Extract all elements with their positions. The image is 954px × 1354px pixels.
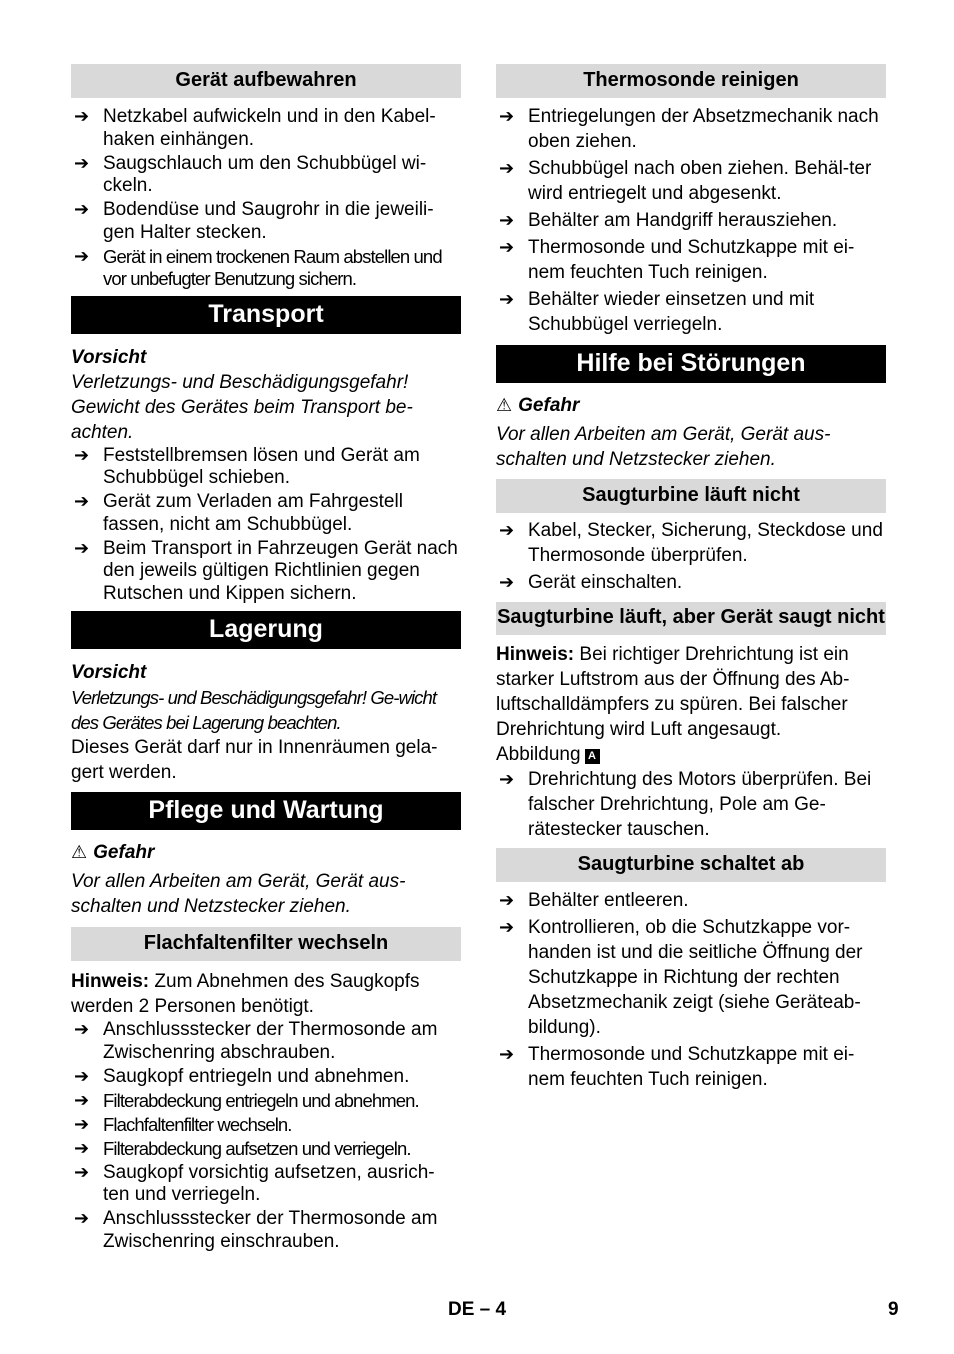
list-item: ➔ Thermosonde und Schutzkappe mit ei-nem feuchten Tuch reinigen. xyxy=(496,235,886,285)
list-item: ➔ Filterabdeckung entriegeln und abnehmen. xyxy=(71,1090,461,1113)
list-item: ➔ Gerät in einem trockenen Raum abstellen und vor unbefugter Benutzung sichern. xyxy=(71,246,461,291)
figure-ref-label: Abbildung xyxy=(496,744,581,765)
section-heading-flachfaltenfilter: Flachfaltenfilter wechseln xyxy=(71,927,461,961)
page-number: 9 xyxy=(888,1299,899,1320)
danger-line xyxy=(496,393,886,418)
list-item: ➔ Behälter entleeren. xyxy=(496,888,886,913)
note-text: Zum Abnehmen des Saugkopfs werden 2 Personen benötigt. xyxy=(71,971,420,1017)
note-paragraph xyxy=(71,969,461,1019)
caution-text: Verletzungs- und Beschädigungsgefahr! Gewicht des Gerätes beim Transport be-achten. xyxy=(71,371,413,443)
danger-label: Gefahr xyxy=(518,395,580,416)
right-column xyxy=(496,64,886,1094)
note-text: Bei richtiger Drehrichtung ist ein starker Luftstrom aus der Öffnung des Ab-luftschalldämpfers zu spüren. Bei falscher Drehrichtung wird Luft angesaugt. xyxy=(496,644,850,740)
list-item: ➔ Thermosonde und Schutzkappe mit ei-nem feuchten Tuch reinigen. xyxy=(496,1042,886,1092)
body-text: Dieses Gerät darf nur in Innenräumen gela-gert werden. xyxy=(71,737,438,783)
footer-language-page: DE – 4 xyxy=(448,1299,507,1320)
list-item: ➔ Saugkopf entriegeln und abnehmen. xyxy=(71,1066,461,1089)
list-item: ➔ Kabel, Stecker, Sicherung, Steckdose und Thermosonde überprüfen. xyxy=(496,518,886,568)
list-transport xyxy=(71,445,461,606)
list-item: ➔ Flachfaltenfilter wechseln. xyxy=(71,1114,461,1137)
danger-label: Gefahr xyxy=(93,842,155,863)
warning-triangle-icon: ⚠ xyxy=(71,842,88,863)
list-item: ➔ Gerät einschalten. xyxy=(496,570,886,595)
note-label: Hinweis: xyxy=(496,644,575,665)
section-heading-pflege-und-wartung: Pflege und Wartung xyxy=(71,792,461,830)
list-item: ➔ Anschlussstecker der Thermosonde am Zwischenring einschrauben. xyxy=(71,1208,461,1253)
list-item: ➔ Schubbügel nach oben ziehen. Behäl-ter wird entriegelt und abgesenkt. xyxy=(496,156,886,206)
caution-label: Vorsicht xyxy=(71,346,147,368)
section-heading-saugturbine-saugt-nicht: Saugturbine läuft, aber Gerät saugt nicht xyxy=(496,602,886,635)
list-saugturbine-schaltet-ab xyxy=(496,888,886,1092)
figure-reference xyxy=(496,742,886,767)
list-item: ➔ Bodendüse und Saugrohr in die jeweili-gen Halter stecken. xyxy=(71,199,461,244)
danger-text: Vor allen Arbeiten am Gerät, Gerät aus-schalten und Netzstecker ziehen. xyxy=(496,424,831,470)
section-heading-thermosonde-reinigen: Thermosonde reinigen xyxy=(496,64,886,98)
section-heading-transport: Transport xyxy=(71,296,461,334)
list-item: ➔ Behälter wieder einsetzen und mit Schubbügel verriegeln. xyxy=(496,287,886,337)
list-item: ➔ Beim Transport in Fahrzeugen Gerät nach den jeweils gültigen Richtlinien gegen Rutschen und Kippen sichern. xyxy=(71,538,461,606)
list-item: ➔ Feststellbremsen lösen und Gerät am Schubbügel schieben. xyxy=(71,445,461,490)
caution-label: Vorsicht xyxy=(71,662,147,683)
left-column xyxy=(71,64,461,1255)
list-geraet-aufbewahren xyxy=(71,106,461,291)
list-saugturbine-saugt-nicht xyxy=(496,767,886,842)
section-heading-geraet-aufbewahren: Gerät aufbewahren xyxy=(71,64,461,98)
list-item: ➔ Netzkabel aufwickeln und in den Kabel-haken einhängen. xyxy=(71,106,461,151)
list-thermosonde-reinigen xyxy=(496,104,886,337)
section-heading-hilfe-bei-stoerungen: Hilfe bei Störungen xyxy=(496,345,886,383)
note-paragraph xyxy=(496,642,886,742)
section-heading-lagerung: Lagerung xyxy=(71,611,461,649)
list-item: ➔ Saugschlauch um den Schubbügel wi-ckeln. xyxy=(71,153,461,198)
section-heading-saugturbine-schaltet-ab: Saugturbine schaltet ab xyxy=(496,848,886,882)
list-saugturbine-laeuft-nicht xyxy=(496,518,886,595)
list-flachfaltenfilter xyxy=(71,1019,461,1253)
list-item: ➔ Entriegelungen der Absetzmechanik nach oben ziehen. xyxy=(496,104,886,154)
list-item: ➔ Filterabdeckung aufsetzen und verriegeln. xyxy=(71,1138,461,1161)
figure-letter-badge: A xyxy=(585,749,600,764)
section-heading-saugturbine-laeuft-nicht: Saugturbine läuft nicht xyxy=(496,479,886,513)
list-item: ➔ Gerät zum Verladen am Fahrgestell fassen, nicht am Schubbügel. xyxy=(71,491,461,536)
list-item: ➔ Drehrichtung des Motors überprüfen. Bei falscher Drehrichtung, Pole am Ge-rätestecker tauschen. xyxy=(496,767,886,842)
list-item: ➔ Behälter am Handgriff herausziehen. xyxy=(496,208,886,233)
list-item: ➔ Kontrollieren, ob die Schutzkappe vor-handen ist und die seitliche Öffnung der Schutzkappe in Richtung der rechten Absetzmechanik zeigt (siehe Geräteab-bildung). xyxy=(496,915,886,1040)
danger-text: Vor allen Arbeiten am Gerät, Gerät aus-schalten und Netzstecker ziehen. xyxy=(71,871,406,917)
caution-text: Verletzungs- und Beschädigungsgefahr! Ge-wicht des Gerätes bei Lagerung beachten. xyxy=(71,687,437,733)
note-label: Hinweis: xyxy=(71,971,150,992)
list-item: ➔ Saugkopf vorsichtig aufsetzen, ausrich-ten und verriegeln. xyxy=(71,1162,461,1207)
warning-triangle-icon: ⚠ xyxy=(496,395,513,416)
danger-line xyxy=(71,840,461,865)
list-item: ➔ Anschlussstecker der Thermosonde am Zwischenring abschrauben. xyxy=(71,1019,461,1064)
